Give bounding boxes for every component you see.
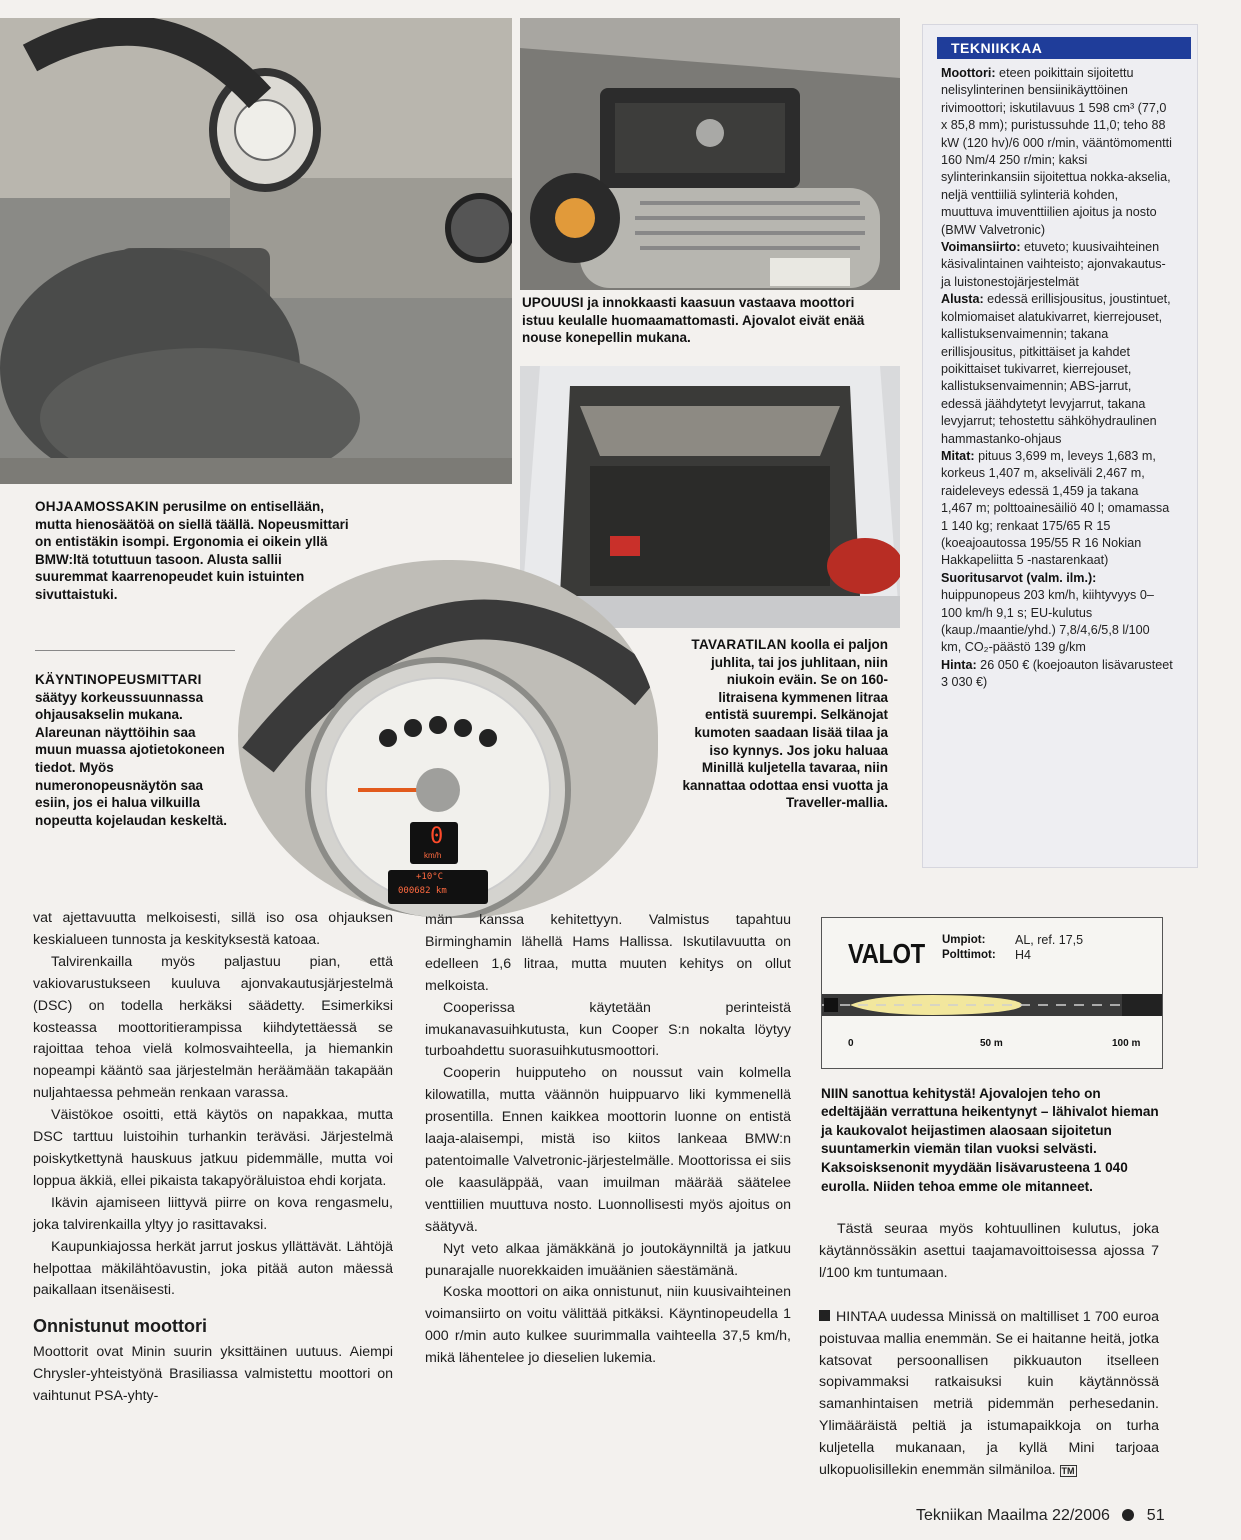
spec-section-text: edessä erillisjousitus, joustintuet, kolmiomaiset alatukivarret, kierrejouset, kallistuksenvaimennin; takana erillisjousitus, pitkittäiset ja kahdet poikittaiset tukivarret, kierrejouset, kallistuksenvaimennin; ABS-jarrut, edessä jäähdytetyt levyjarrut, takana levyjarrut; tehostettu sähköhydraulinen hammastanko-ohjaus [941, 292, 1171, 446]
caption-divider [35, 650, 235, 651]
col2-top-paragraph: män kanssa kehitettyyn. Valmistus tapahtuu Birminghamin lähellä Hams Hallissa. Iskutilavuutta on edelleen 1,6 litraa, mutta muuten kehitys on ollut melkoista. [425, 912, 791, 994]
body-paragraph: Nyt veto alkaa jämäkkänä jo joutokäynniltä ja jatkuu punarajalle nuorekkaiden imuäänien säestämänä. [425, 1240, 791, 1279]
bullet-square [819, 1310, 830, 1321]
body-paragraph: Talvirenkailla myös paljastuu pian, että vakiovarustukseen kuuluva ajonvakautusjärjestelmä (DSC) on todella herkäksi säädetty. Esimerkiksi kosteassa moottoritierampissa kiihdytettäessä se rajoittaa tehoa vielä kolmosvaihteella, ja hiemankin nopeampi kääntö saa järjestelmän heräämään takapään nuljahtaessa pehmeän renkaan varassa. [33, 953, 393, 1102]
spec-section-label: Mitat: [941, 448, 975, 463]
trunk-photo [520, 366, 900, 628]
col1-after-heading: Moottorit ovat Minin suurin yksittäinen uutuus. Aiempi Chrysler-yhteistyönä Brasiliassa valmistettu moottori on vaihtunut PSA-yhty- [33, 1344, 393, 1405]
lights-box [821, 917, 1163, 1069]
body-column-2 [425, 910, 791, 1370]
gauge-temp: +10°C [416, 872, 444, 882]
umpiot-value: AL, ref. 17,5 [1015, 933, 1084, 947]
trunk-caption-text: koolla ei paljon juhlita, tai jos juhlitaan, niin niukoin eväin. Se on 160-litraisena kymmenen litraa entistä suurempi. Selkänojat kumoten saadaan lisää tilaa ja iso kynnys. Jos joku haluaa Minillä kuljetella tavaraa, niin kannattaa odottaa ensi vuotta ja Traveller-mallia. [682, 637, 888, 811]
col3-paragraph-2 [819, 1307, 1159, 1483]
tacho-caption [35, 671, 231, 829]
cockpit-caption-lead: OHJAAMOSSAKIN [35, 499, 159, 514]
spec-section-label: Hinta: [941, 657, 977, 672]
body-paragraph: Ikävin ajamiseen liittyvä piirre on kova rengasmelu, joka talvirenkailla yltyy jo rasittavaksi. [33, 1194, 393, 1233]
lights-title: VALOT [848, 938, 925, 969]
spec-title: TEKNIIKKAA [937, 37, 1191, 59]
engine-caption: UPOUUSI ja innokkaasti kaasuun vastaava moottori istuu keulalle huomaamattomasti. Ajovalot eivät enää nouse konepellin mukana. [522, 295, 865, 346]
tacho-caption-text: säätyy korkeussuunnassa ohjausakselin mukana. Alareunan näyttöihin saa muun muassa ajotietokoneen tiedot. Myös numeronopeusnäytön saa esiin, jos ei halua vilkuilla nopeutta kojelaudan keskeltä. [35, 689, 228, 828]
body-paragraph: vat ajettavuutta melkoisesti, sillä iso osa ohjauksen keskialueen tunnosta ja keskityksestä katoaa. [33, 910, 393, 948]
spec-section [941, 657, 1173, 692]
page-footer [916, 1507, 1165, 1525]
trunk-caption [672, 636, 888, 812]
gauge-unit: km/h [424, 851, 442, 860]
body-column-3 [819, 1219, 1159, 1483]
body-column-1 [33, 908, 393, 1408]
col3-paragraph-1: Tästä seuraa myös kohtuullinen kulutus, joka käytännössäkin asettui taajamavoittoisessa ajossa 7 l/100 km tuntumaan. [819, 1221, 1159, 1281]
cockpit-caption [35, 498, 355, 604]
footer-bullet [1122, 1509, 1134, 1521]
cockpit-caption-text: perusilme on entisellään, mutta hienosäätöä on siellä täällä. Nopeusmittari on entistäkin isompi. Ergonomia ei oikein yllä BMW:ltä totuttuun tasoon. Alusta sallii suuremmat kaarrenopeudet kuin istuinten sivuttaistuki. [35, 499, 349, 602]
spec-section-text: eteen poikittain sijoitettu nelisylinterinen bensiinikäyttöinen rivimoottori; iskutilavuus 1 598 cm³ (77,0 x 85,8 mm); puristussuhde 11,0; teho 88 kW (120 hv)/6 000 r/min, vääntömomentti 160 Nm/4 250 r/min; kaksi sylinterinkansiin sijoitettua nokka-akselia, neljä venttiiliä sylinteriä kohden, muuttuva imuventtiilien ajoitus ja nosto (BMW Valvetronic) [941, 66, 1172, 237]
spec-section [941, 448, 1173, 570]
spec-section [941, 239, 1173, 291]
spec-section-label: Voimansiirto: [941, 240, 1021, 255]
end-mark: TM [1061, 1466, 1075, 1477]
spec-section-label: Alusta: [941, 292, 984, 307]
body-paragraph: Koska moottori on aika onnistunut, niin kuusivaihteinen voimansiirto on voitu välittää pitkäksi. Käyntinopeudella 1 000 r/min auto kulkee suurimmalla vaihteella 37,5 km/h, mikä lähentelee jo dieselien lukemia. [425, 1284, 791, 1367]
scale-0: 0 [848, 1038, 854, 1049]
spec-section-text: 26 050 € (koejoauton lisävarusteet 3 030 €) [941, 657, 1173, 690]
engine-photo [520, 18, 900, 290]
spec-section-text: huippunopeus 203 km/h, kiihtyvyys 0–100 km/h 9,1 s; EU-kulutus (kaup./maantie/yhd.) 7,8/4,6/5,8 l/100 km, CO₂-päästö 139 g/km [941, 588, 1154, 655]
cockpit-photo [0, 18, 512, 484]
magazine-issue: Tekniikan Maailma 22/2006 [916, 1507, 1110, 1524]
polttimot-value: H4 [1015, 948, 1031, 962]
spec-section [941, 291, 1173, 448]
spec-section-text: pituus 3,699 m, leveys 1,683 m, korkeus 1,407 m, akseliväli 2,467 m, raideleveys edessä 1,459 ja takana 1,467 m; polttoainesäiliö 40 l; omamassa 1 140 kg; renkaat 175/65 R 15 (koeajoautossa 195/55 R 16 Nokian Hakkapeliitta 5 -nastarenkaat) [941, 448, 1170, 568]
spec-section-label: Moottori: [941, 66, 996, 80]
spec-section [941, 570, 1173, 657]
spec-text [941, 65, 1173, 692]
tacho-caption-lead: KÄYNTINOPEUSMITTARI [35, 672, 202, 687]
gauge-odo: 000682 km [398, 886, 447, 896]
spec-section-text: etuveto; kuusivaihteinen käsivalintainen vaihteisto; ajonvakautus- ja luistonestojärjestelmät [941, 240, 1166, 289]
section-heading: Onnistunut moottori [33, 1316, 207, 1337]
scale-50: 50 m [980, 1038, 1003, 1049]
col1-paragraphs [33, 908, 393, 1302]
umpiot-label: Umpiot: [942, 934, 986, 946]
polttimot-label: Polttimot: [942, 949, 996, 961]
body-paragraph: Cooperin huipputeho on noussut vain kolmella kilowatilla, mutta väännön huippuarvo liki kymmenellä prosentilla. Ennen kaikkea moottorin luonne on entistä laaja-alaisempi, mistä iso kiitos lankeaa BMW:n patentoimalle Valvetronic-järjestelmälle. Moottorissa ei siis ole kaasuläppää, vaan imuilman määrää säätelee venttiilien muuttuva nosto. Luonnollisesti myös ajoitus on säätyvä. [425, 1065, 791, 1235]
spec-section-label: Suoritusarvot (valm. ilm.): [941, 570, 1097, 585]
col3-paragraph-2-text: HINTAA uudessa Minissä on maltilliset 1 700 euroa poistuvaa mallia enemmän. Se ei haitanne heitä, jotka katsovat persoonallisen pikkuauton itselleen sopivammaksi ratkaisuksi kuin käytännössä samanhintaisen metriä pidemmän perhesedanin. Ylimääräistä peltiä ja istumapaikkoja on turha kuljetella mukanaan, ja kyllä Mini tarjoaa ulkopuolisillekin enemmän silmäniloa. [819, 1308, 1159, 1479]
body-paragraph: Kaupunkiajossa herkät jarrut joskus yllättävät. Lähtöjä helpottaa mäkilähtöavustin, joka pitää auton mäessä paikallaan itsenäisesti. [33, 1238, 393, 1299]
body-paragraph: Väistökoe osoitti, että käytös on napakkaa, mutta DSC tarttuu luistoihin turhankin teräväsi. Järjestelmä poiskytkettynä hauskuus jatkuu pidemmälle, mutta voi loppua äkkiä, ellei pikaista takapyöräluistoa ehdi korjata. [33, 1107, 393, 1189]
col2-paragraphs [425, 998, 791, 1370]
body-paragraph: Cooperissa käytetään perinteistä imukanavasuihkutusta, kun Cooper S:n nokalta löytyy turboahdettu suorasuihkutusmoottori. [425, 999, 791, 1060]
scale-100: 100 m [1112, 1038, 1141, 1049]
page-number: 51 [1146, 1507, 1165, 1524]
gauge-digit: 0 [430, 824, 444, 849]
spec-section [941, 65, 1173, 239]
beam-diagram [822, 980, 1162, 1034]
trunk-caption-lead: TAVARATILAN [691, 637, 787, 652]
spec-box [922, 24, 1198, 868]
gauge-photo [238, 560, 658, 918]
lights-caption: NIIN sanottua kehitystä! Ajovalojen teho on edeltäjään verrattuna heikentynyt – lähivalot hieman ja kaukovalot heijastimen alaosaan sijoitetun suuntamerkin viemän tilan vuoksi selvästi. Kaksoisksenonit myydään lisävarusteena 1 040 eurolla. Niiden tehoa emme ole mitanneet. [821, 1085, 1159, 1194]
